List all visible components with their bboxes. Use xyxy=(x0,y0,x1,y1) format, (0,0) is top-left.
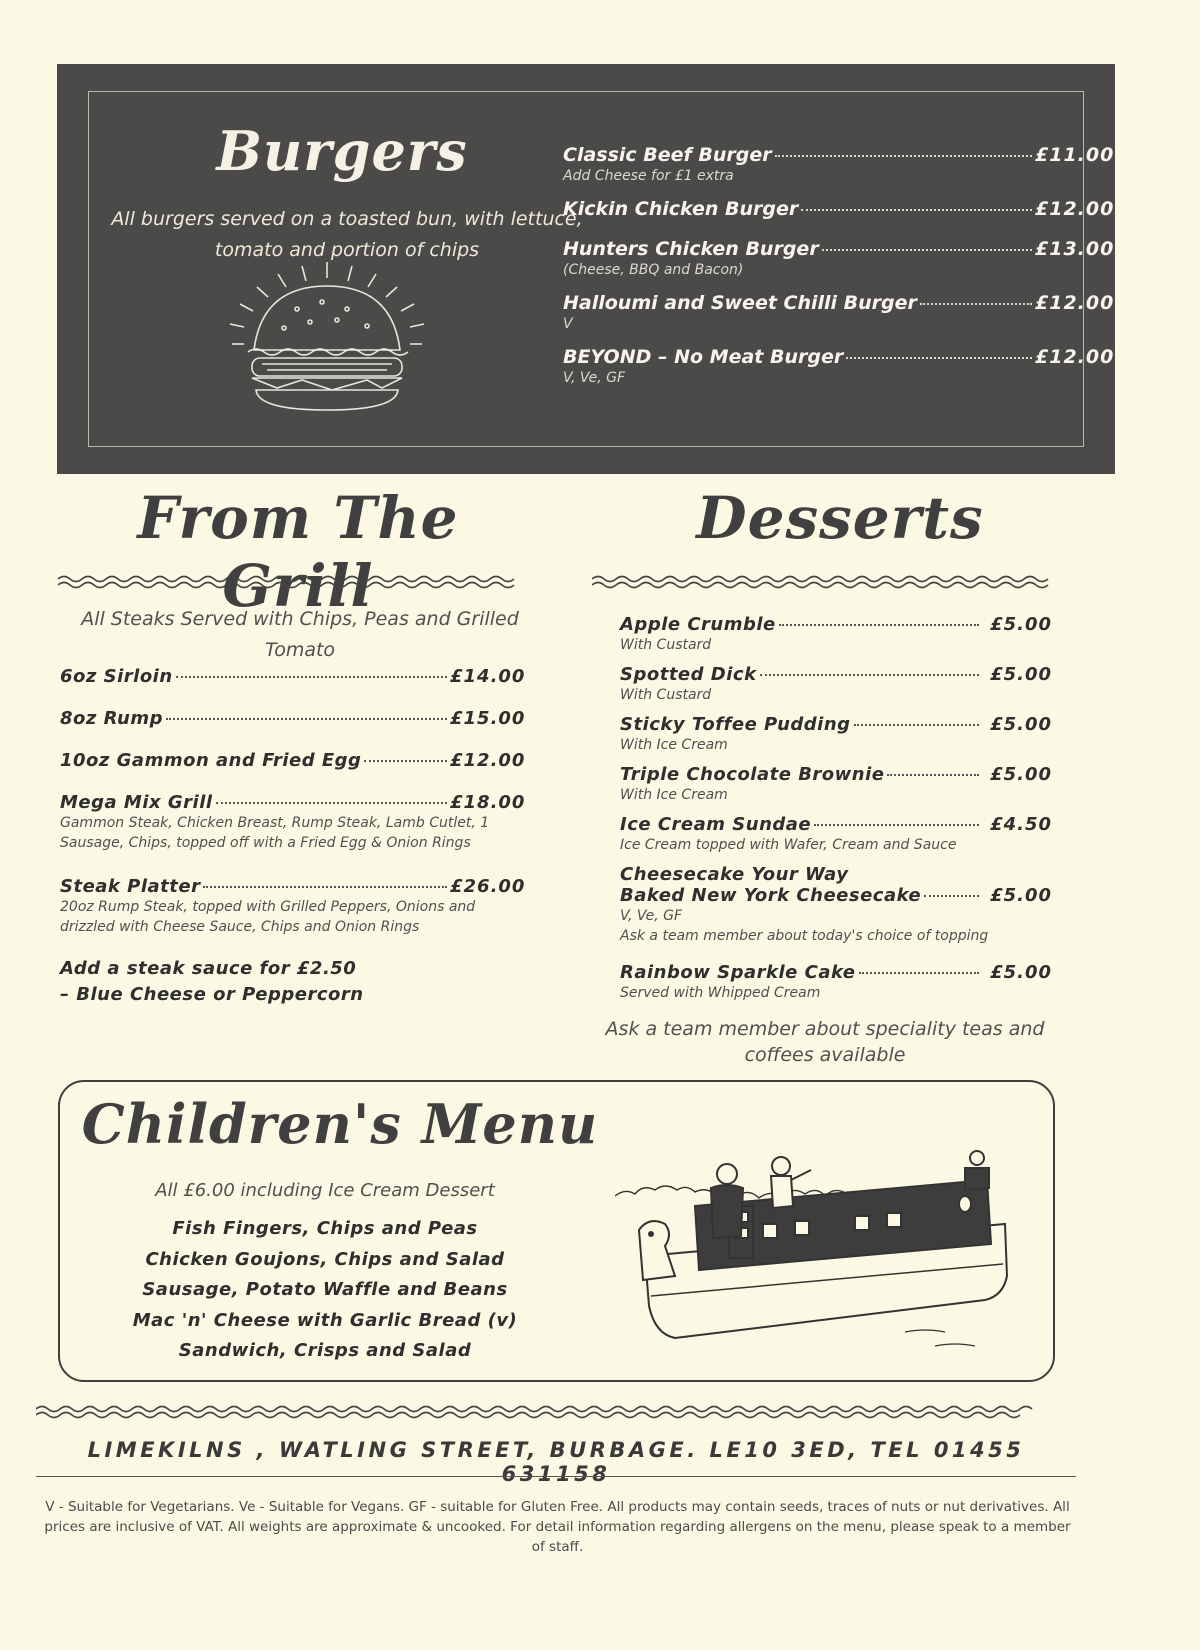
burger-item xyxy=(563,292,1115,332)
item-note: V, Ve, GF xyxy=(563,370,626,386)
grill-intro: All Steaks Served with Chips, Peas and Grilled Tomato xyxy=(81,608,519,661)
item-note: V xyxy=(563,316,573,332)
leader-dots xyxy=(203,886,447,888)
item-note: 20oz Rump Steak, topped with Grilled Peppers, Onions and drizzled with Cheese Sauce, Chips and Onion Rings xyxy=(60,899,476,935)
item-name: Classic Beef Burger xyxy=(563,144,772,166)
dessert-item xyxy=(620,814,1052,855)
item-name: Hunters Chicken Burger xyxy=(563,238,819,260)
burger-item xyxy=(563,144,1115,184)
dessert-item xyxy=(620,962,1052,1003)
leader-dots xyxy=(801,209,1032,211)
leader-dots xyxy=(854,724,979,726)
burgers-intro: All burgers served on a toasted bun, with lettuce, tomato and portion of chips xyxy=(111,208,583,261)
sauce-line: – Blue Cheese or Peppercorn xyxy=(60,984,364,1005)
list-item: Sandwich, Crisps and Salad xyxy=(178,1340,472,1361)
grill-item xyxy=(60,666,526,687)
item-price: £13.00 xyxy=(1035,238,1115,260)
item-price: £12.00 xyxy=(1035,198,1115,220)
leader-dots xyxy=(920,303,1032,305)
burger-item xyxy=(563,238,1115,278)
item-name: Kickin Chicken Burger xyxy=(563,198,799,220)
leader-dots xyxy=(760,674,979,676)
item-name: Steak Platter xyxy=(60,876,201,897)
childrens-menu-list xyxy=(90,1214,560,1367)
item-price: £5.00 xyxy=(990,614,1052,635)
grill-item xyxy=(60,750,526,771)
item-note: Ask a team member about today's choice of topping xyxy=(620,928,989,944)
list-item: Mac 'n' Cheese with Garlic Bread (v) xyxy=(132,1309,518,1331)
leader-dots xyxy=(775,155,1032,157)
item-name: Spotted Dick xyxy=(620,664,757,685)
leader-dots xyxy=(859,972,979,974)
item-name: Mega Mix Grill xyxy=(60,792,213,813)
item-note: Ice Cream topped with Wafer, Cream and Sauce xyxy=(620,837,957,853)
footer-divider xyxy=(36,1476,1076,1477)
leader-dots xyxy=(216,802,447,804)
cheesecake-heading: Cheesecake Your Way xyxy=(620,864,849,885)
burgers-panel xyxy=(57,64,1115,474)
dessert-item xyxy=(620,764,1052,805)
item-note: With Custard xyxy=(620,637,712,653)
wave-divider xyxy=(58,574,520,590)
list-item: Sausage, Potato Waffle and Beans xyxy=(142,1279,508,1300)
item-price: £5.00 xyxy=(990,764,1052,785)
leader-dots xyxy=(364,760,447,762)
leader-dots xyxy=(846,357,1032,359)
item-name: BEYOND – No Meat Burger xyxy=(563,346,844,368)
item-name: Halloumi and Sweet Chilli Burger xyxy=(563,292,917,314)
leader-dots xyxy=(176,676,447,678)
dessert-item xyxy=(620,864,1052,946)
item-note: With Ice Cream xyxy=(620,737,728,753)
wave-divider xyxy=(36,1404,1076,1420)
item-note: Served with Whipped Cream xyxy=(620,985,821,1001)
item-name: Ice Cream Sundae xyxy=(620,814,812,835)
grill-item xyxy=(60,792,526,853)
item-price: £26.00 xyxy=(450,876,526,897)
item-note: Gammon Steak, Chicken Breast, Rump Steak, Lamb Cutlet, 1 Sausage, Chips, topped off with a Fried Egg & Onion Rings xyxy=(60,815,490,851)
desserts-title: Desserts xyxy=(696,484,984,552)
item-name: Apple Crumble xyxy=(620,614,776,635)
dessert-item xyxy=(620,714,1052,755)
item-price: £5.00 xyxy=(990,885,1052,906)
item-name: Rainbow Sparkle Cake xyxy=(620,962,856,983)
steak-sauce-note xyxy=(60,956,460,1008)
item-name: Baked New York Cheesecake xyxy=(620,885,922,906)
item-note: With Custard xyxy=(620,687,712,703)
sauce-line: Add a steak sauce for £2.50 xyxy=(60,958,357,979)
item-price: £15.00 xyxy=(450,708,526,729)
narrowboat-illustration-icon xyxy=(615,1146,1025,1368)
burgers-title: Burgers xyxy=(216,119,468,183)
leader-dots xyxy=(822,249,1032,251)
item-name: Triple Chocolate Brownie xyxy=(620,764,885,785)
item-price: £14.00 xyxy=(450,666,526,687)
teas-note: Ask a team member about speciality teas and coffees available xyxy=(605,1018,1045,1066)
item-price: £12.00 xyxy=(1035,346,1115,368)
item-note: Add Cheese for £1 extra xyxy=(563,168,734,184)
burger-item xyxy=(563,346,1115,386)
item-name: 6oz Sirloin xyxy=(60,666,173,687)
burger-item xyxy=(563,198,1115,220)
leader-dots xyxy=(779,624,979,626)
leader-dots xyxy=(166,718,447,720)
burger-illustration-icon xyxy=(182,254,472,414)
item-name: Sticky Toffee Pudding xyxy=(620,714,851,735)
item-price: £5.00 xyxy=(990,664,1052,685)
item-name: 10oz Gammon and Fried Egg xyxy=(60,750,362,771)
childrens-menu-title: Children's Menu xyxy=(81,1092,599,1156)
item-price: £11.00 xyxy=(1035,144,1115,166)
dessert-item xyxy=(620,614,1052,655)
leader-dots xyxy=(814,824,979,826)
item-note: V, Ve, GF xyxy=(620,908,683,924)
item-price: £4.50 xyxy=(990,814,1052,835)
list-item: Chicken Goujons, Chips and Salad xyxy=(145,1248,505,1270)
list-item: Fish Fingers, Chips and Peas xyxy=(172,1218,478,1239)
dessert-item xyxy=(620,664,1052,705)
item-name: 8oz Rump xyxy=(60,708,163,729)
item-price: £18.00 xyxy=(450,792,526,813)
item-price: £12.00 xyxy=(450,750,526,771)
item-price: £12.00 xyxy=(1035,292,1115,314)
grill-item xyxy=(60,876,526,937)
leader-dots xyxy=(887,774,979,776)
wave-divider xyxy=(592,574,1054,590)
item-price: £5.00 xyxy=(990,714,1052,735)
footer-disclaimer: V - Suitable for Vegetarians. Ve - Suitable for Vegans. GF - suitable for Gluten Free. All products may contain seeds, traces of nuts or nut derivatives. All prices are inclusive of VAT. All weights are approximate & uncooked. For detail information regarding allergens on the menu, please speak to a member of staff. xyxy=(44,1499,1071,1555)
footer-address: LIMEKILNS , WATLING STREET, BURBAGE. LE10 3ED, TEL 01455 631158 xyxy=(87,1438,1025,1486)
item-note: With Ice Cream xyxy=(620,787,728,803)
leader-dots xyxy=(924,895,979,897)
item-note: (Cheese, BBQ and Bacon) xyxy=(563,262,744,278)
childrens-menu-subtitle: All £6.00 including Ice Cream Dessert xyxy=(155,1180,495,1201)
grill-title: From The Grill xyxy=(137,484,459,620)
grill-item xyxy=(60,708,526,729)
item-price: £5.00 xyxy=(990,962,1052,983)
